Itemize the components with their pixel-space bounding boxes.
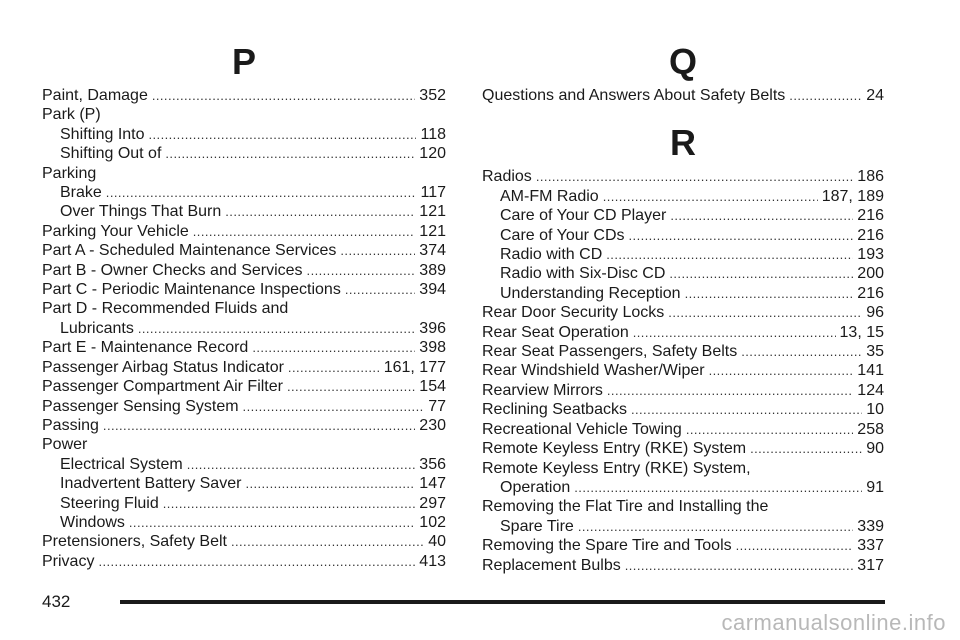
index-entry-label: Replacement Bulbs — [482, 556, 621, 574]
index-entry — [42, 164, 446, 183]
dot-leader — [288, 358, 380, 377]
index-entry — [482, 187, 884, 206]
index-entry-label: Recreational Vehicle Towing — [482, 420, 682, 438]
index-entry-page: 398 — [419, 339, 446, 357]
index-entry — [42, 280, 446, 299]
dot-leader — [345, 280, 415, 299]
index-entry-label: Radio with Six-Disc CD — [500, 265, 666, 283]
dot-leader — [606, 245, 853, 264]
dot-leader — [709, 361, 854, 380]
dot-leader — [686, 420, 853, 439]
index-entry-label: Removing the Spare Tire and Tools — [482, 537, 732, 555]
index-entry — [482, 167, 884, 186]
dot-leader — [231, 532, 424, 551]
index-entries-p — [42, 86, 446, 571]
index-entry-label: Part D - Recommended Fluids and — [42, 300, 289, 318]
index-entry — [482, 284, 884, 303]
index-entry-label: Radios — [482, 168, 532, 186]
index-entry-label: Paint, Damage — [42, 87, 148, 104]
index-entry-page: 352 — [419, 87, 446, 104]
index-entry-page: 102 — [419, 513, 446, 531]
index-entry-label: Pretensioners, Safety Belt — [42, 533, 227, 551]
index-entry-page: 396 — [419, 319, 446, 337]
index-entry-page: 193 — [857, 246, 884, 264]
index-entry-label: AM-FM Radio — [500, 187, 599, 205]
dot-leader — [685, 284, 854, 303]
index-entry-page: 154 — [419, 378, 446, 396]
index-entry-label: Part A - Scheduled Maintenance Services — [42, 242, 337, 260]
dot-leader — [225, 202, 415, 221]
index-entry-label: Power — [42, 436, 88, 454]
dot-leader — [138, 319, 415, 338]
index-entry-page: 339 — [857, 517, 884, 535]
index-entry — [42, 338, 446, 357]
dot-leader — [187, 455, 416, 474]
index-entry-label: Lubricants — [60, 319, 134, 337]
index-column-right — [482, 38, 884, 575]
index-entry — [482, 536, 884, 555]
index-entry-page: 120 — [419, 145, 446, 163]
index-entry-label: Passenger Sensing System — [42, 397, 239, 415]
index-entry-label: Steering Fluid — [60, 494, 159, 512]
index-entry — [42, 474, 446, 493]
dot-leader — [245, 474, 415, 493]
index-entry-label: Rear Windshield Washer/Wiper — [482, 362, 705, 380]
index-entry — [42, 261, 446, 280]
index-entry-page: 121 — [419, 222, 446, 240]
index-entry-label: Spare Tire — [500, 517, 574, 535]
dot-leader — [163, 494, 416, 513]
index-entry — [42, 358, 446, 377]
dot-leader — [607, 381, 853, 400]
index-entry-page: 230 — [419, 416, 446, 434]
index-entry-page: 394 — [419, 281, 446, 299]
index-entry-page: 117 — [420, 184, 446, 202]
dot-leader — [287, 377, 415, 396]
index-entry-page: 337 — [857, 537, 884, 555]
index-entry-page: 317 — [857, 556, 884, 574]
index-entry-page: 77 — [428, 397, 446, 415]
index-entry-label: Remote Keyless Entry (RKE) System — [482, 440, 747, 458]
index-entry-label: Park (P) — [42, 106, 101, 124]
index-entry-page: 216 — [857, 207, 884, 225]
index-entry — [42, 416, 446, 435]
index-entry-label: Over Things That Burn — [60, 203, 222, 221]
index-entry — [482, 517, 884, 536]
index-column-left — [42, 38, 446, 571]
index-entry-page: 40 — [428, 533, 446, 551]
dot-leader — [152, 86, 415, 105]
index-entry-page: 413 — [419, 552, 446, 570]
index-entry — [42, 222, 446, 241]
dot-leader — [574, 478, 862, 497]
index-entry-label: Parking Your Vehicle — [42, 222, 189, 240]
index-entry — [42, 299, 446, 318]
dot-leader — [307, 261, 416, 280]
index-entries-q — [482, 86, 884, 105]
index-entry-label: Parking — [42, 164, 97, 182]
dot-leader — [165, 144, 415, 163]
index-entry-label: Part C - Periodic Maintenance Inspections — [42, 281, 341, 299]
index-entry-label: Part E - Maintenance Record — [42, 339, 249, 357]
dot-leader — [149, 125, 417, 144]
index-entry — [482, 342, 884, 361]
footer-rule — [120, 600, 885, 604]
index-entry — [42, 377, 446, 396]
index-entry-label: Rearview Mirrors — [482, 381, 603, 399]
dot-leader — [669, 264, 853, 283]
dot-leader — [789, 86, 862, 105]
index-entry — [482, 323, 884, 342]
index-entry-page: 124 — [857, 381, 884, 399]
dot-leader — [536, 167, 853, 186]
page-number: 432 — [42, 592, 71, 611]
index-entry-label: Rear Seat Passengers, Safety Belts — [482, 343, 738, 361]
index-entry-label: Windows — [60, 513, 125, 531]
index-entry — [482, 478, 884, 497]
index-entry — [42, 319, 446, 338]
index-entry — [482, 245, 884, 264]
index-entry — [482, 361, 884, 380]
index-entry-page: 147 — [419, 475, 446, 493]
index-entry — [482, 264, 884, 283]
index-entry-label: Rear Door Security Locks — [482, 304, 665, 322]
dot-leader — [98, 552, 415, 571]
index-entry — [482, 303, 884, 322]
dot-leader — [668, 303, 862, 322]
index-entry-label: Care of Your CDs — [500, 226, 625, 244]
index-entry — [482, 439, 884, 458]
index-entry — [42, 241, 446, 260]
index-entry-label: Rear Seat Operation — [482, 323, 629, 341]
index-entry — [42, 455, 446, 474]
section-letter-p: P — [231, 41, 256, 82]
dot-leader — [243, 397, 425, 416]
dot-leader — [750, 439, 862, 458]
index-entry-page: 186 — [857, 168, 884, 186]
index-entry-label: Removing the Flat Tire and Installing the — [482, 498, 769, 516]
dot-leader — [252, 338, 415, 357]
index-entry — [42, 202, 446, 221]
index-entry — [42, 183, 446, 202]
index-entry-label: Questions and Answers About Safety Belts — [482, 87, 786, 104]
index-entry-page: 13, 15 — [839, 323, 884, 341]
index-entry-page: 141 — [857, 362, 884, 380]
index-entry-label: Passing — [42, 416, 99, 434]
index-entry — [42, 494, 446, 513]
index-entry-label: Understanding Reception — [500, 284, 681, 302]
index-entry — [42, 397, 446, 416]
index-entry — [482, 497, 884, 516]
dot-leader — [106, 183, 417, 202]
index-entries-r — [482, 167, 884, 575]
index-entry — [42, 532, 446, 551]
index-entry-label: Privacy — [42, 552, 95, 570]
dot-leader — [631, 400, 862, 419]
index-entry-page: 121 — [419, 203, 446, 221]
section-letter-q: Q — [668, 41, 697, 82]
index-entry-label: Brake — [60, 184, 102, 202]
index-entry-label: Passenger Compartment Air Filter — [42, 378, 283, 396]
dot-leader — [670, 206, 853, 225]
watermark: carmanualsonline.info — [721, 610, 946, 635]
index-entry-page: 187, 189 — [821, 187, 884, 205]
dot-leader — [625, 556, 854, 575]
index-entry-label: Remote Keyless Entry (RKE) System, — [482, 459, 751, 477]
page-footer — [42, 592, 885, 612]
dot-leader — [129, 513, 415, 532]
index-entry-page: 374 — [419, 242, 446, 260]
index-entry-label: Shifting Out of — [60, 145, 162, 163]
index-entry-label: Electrical System — [60, 455, 183, 473]
index-entry-page: 91 — [866, 478, 884, 496]
index-entry — [482, 226, 884, 245]
dot-leader — [633, 323, 836, 342]
index-entry-page: 258 — [857, 420, 884, 438]
index-entry-label: Reclining Seatbacks — [482, 401, 627, 419]
dot-leader — [736, 536, 854, 555]
dot-leader — [629, 226, 854, 245]
index-entry — [42, 435, 446, 454]
dot-leader — [603, 187, 818, 206]
index-entry-page: 10 — [866, 401, 884, 419]
index-entry-page: 118 — [420, 125, 446, 143]
index-entry — [482, 556, 884, 575]
index-entry-label: Inadvertent Battery Saver — [60, 475, 242, 493]
index-entry — [42, 125, 446, 144]
dot-leader — [340, 241, 415, 260]
index-entry-label: Operation — [500, 478, 571, 496]
index-entry-page: 297 — [419, 494, 446, 512]
index-entry — [42, 513, 446, 532]
dot-leader — [193, 222, 416, 241]
index-entry — [482, 381, 884, 400]
index-entry — [42, 86, 446, 105]
index-entry-page: 24 — [866, 87, 884, 104]
index-entry-page: 90 — [866, 440, 884, 458]
dot-leader — [741, 342, 862, 361]
index-entry-label: Shifting Into — [60, 125, 145, 143]
index-entry — [482, 400, 884, 419]
index-entry — [42, 552, 446, 571]
index-entry — [482, 86, 884, 105]
dot-leader — [578, 517, 853, 536]
index-entry-page: 35 — [866, 343, 884, 361]
index-entry-page: 200 — [857, 265, 884, 283]
index-entry-label: Radio with CD — [500, 246, 603, 264]
index-entry — [482, 420, 884, 439]
index-entry-page: 216 — [857, 226, 884, 244]
index-entry-page: 216 — [857, 284, 884, 302]
index-entry — [42, 144, 446, 163]
section-letter-r: R — [670, 122, 696, 164]
dot-leader — [103, 416, 415, 435]
index-entry-page: 389 — [419, 261, 446, 279]
index-entry-page: 356 — [419, 455, 446, 473]
index-entry-label: Passenger Airbag Status Indicator — [42, 358, 284, 376]
index-entry — [482, 459, 884, 478]
index-entry-page: 161, 177 — [383, 358, 446, 376]
index-entry — [482, 206, 884, 225]
index-entry — [42, 105, 446, 124]
index-entry-label: Care of Your CD Player — [500, 207, 667, 225]
index-entry-page: 96 — [866, 304, 884, 322]
index-entry-label: Part B - Owner Checks and Services — [42, 261, 303, 279]
